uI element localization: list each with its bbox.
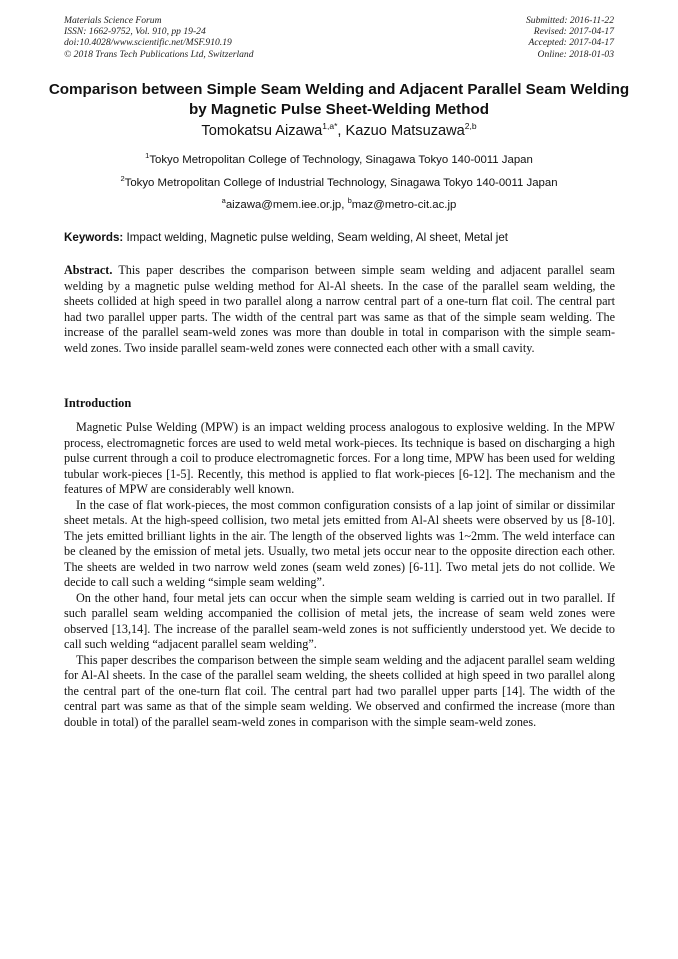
keywords-text: Impact welding, Magnetic pulse welding, Seam welding, Al sheet, Metal jet bbox=[123, 231, 509, 244]
abstract-label: Abstract. bbox=[64, 263, 113, 277]
author-affiliation-mark: 2,b bbox=[464, 121, 477, 131]
submitted-date: Submitted: 2016-11-22 bbox=[525, 15, 614, 26]
abstract-paragraph bbox=[64, 263, 615, 356]
intro-paragraph: This paper describes the comparison between the simple seam welding and the adjacent parallel seam welding for Al-Al sheets. In the case of the parallel seam welding, the sheets collided at high speed in two parallel along the central part of the one-turn flat coil. The central part had two parallel upper parts [14]. The width of the central part was same as that of the simple seam welding. We observed and confirmed the increase (more than double in total) of the parallel seam-weld zones in comparison with the simple seam-weld zones. bbox=[64, 652, 615, 729]
introduction-body bbox=[64, 420, 615, 730]
email-link[interactable]: aizawa@mem.iee.or.jp, bbox=[225, 199, 348, 211]
revised-date: Revised: 2017-04-17 bbox=[533, 26, 614, 38]
abstract-text: This paper describes the comparison between simple seam welding and adjacent parallel seam welding by a magnetic pulse welding method for Al-Al sheets. In the case of the parallel seam welding, the sheets collided at high speed in two parallel along a narrow central part of a one-turn flat coil. The central part had two parallel upper parts. The width of the central part was same as that of the simple seam welding. The increase of the parallel seam-weld zones was more than double in total in comparison with the simple seam-weld zones. Two inside parallel seam-weld zones were connected each other with a small cavity. bbox=[64, 263, 615, 355]
section-heading-introduction: Introduction bbox=[64, 396, 132, 410]
affiliation-mark: 2 bbox=[120, 174, 125, 183]
keywords-label: Keywords: bbox=[64, 231, 124, 244]
doi-link[interactable]: doi:10.4028/www.scientific.net/MSF.910.19 bbox=[64, 37, 232, 49]
author-emails bbox=[40, 198, 638, 212]
affiliation-mark: 1 bbox=[145, 151, 150, 160]
affiliation-1 bbox=[40, 153, 638, 167]
author-line bbox=[40, 122, 638, 141]
journal-name: Materials Science Forum bbox=[64, 15, 162, 26]
author-separator: , bbox=[337, 123, 346, 139]
author-name: Tomokatsu Aizawa bbox=[201, 123, 323, 139]
paper-title: Comparison between Simple Seam Welding and Adjacent Parallel Seam Welding by Magnetic Pulse Sheet-Welding Method bbox=[48, 81, 630, 118]
dates-header bbox=[526, 15, 614, 60]
affiliation-2 bbox=[40, 176, 638, 190]
online-date: Online: 2018-01-03 bbox=[537, 48, 614, 60]
keywords-line bbox=[64, 231, 616, 245]
email-mark: b bbox=[347, 196, 352, 205]
affiliation-text: Tokyo Metropolitan College of Industrial Technology, Sinagawa Tokyo 140-0011 Japan bbox=[124, 177, 558, 189]
affiliation-text: Tokyo Metropolitan College of Technology, Sinagawa Tokyo 140-0011 Japan bbox=[149, 154, 533, 166]
intro-paragraph: On the other hand, four metal jets can occur when the simple seam welding is carried out in two parallel. If such parallel seam welding accompanied the collision of metal jets, the increase of seam weld zones were observed [13,14]. The increase of the parallel seam-weld zones is not sufficiently understood yet. We decide to call such welding “adjacent parallel seam welding”. bbox=[64, 590, 615, 651]
copyright-line: © 2018 Trans Tech Publications Ltd, Switzerland bbox=[64, 48, 254, 60]
email-mark: a bbox=[221, 196, 226, 205]
journal-header bbox=[64, 15, 254, 60]
author-name: Kazuo Matsuzawa bbox=[345, 123, 465, 139]
email-link[interactable]: maz@metro-cit.ac.jp bbox=[351, 199, 457, 211]
author-affiliation-mark: 1,a* bbox=[322, 121, 338, 131]
accepted-date: Accepted: 2017-04-17 bbox=[528, 37, 614, 49]
journal-issn: ISSN: 1662-9752, Vol. 910, pp 19-24 bbox=[64, 26, 206, 38]
intro-paragraph: Magnetic Pulse Welding (MPW) is an impact welding process analogous to explosive welding. In the MPW process, electromagnetic forces are used to weld metal work-pieces. Its technique is based on discharging a high pulse current through a coil to produce electromagnetic forces. For a long time, MPW has been used for welding tubular work-pieces [1-5]. Recently, this method is applied to flat work-pieces [6-12]. The mechanism and the features of MPW are considerably well known. bbox=[64, 420, 615, 496]
intro-paragraph: In the case of flat work-pieces, the most common configuration consists of a lap joint of similar or dissimilar sheet metals. At the high-speed collision, two metal jets emitted from Al-Al sheets were observed by us [8-10]. The jets emitted brilliant lights in the air. The length of the observed lights was 1~2mm. The weld interface can be cleaned by the emission of metal jets. Usually, two metal jets occur near to the opposite direction each other. The sheets are welded in two narrow weld zones (seam weld zones) [6-11]. Two metal jets do not collide. We decide to call such a welding “simple seam welding”. bbox=[64, 497, 615, 589]
